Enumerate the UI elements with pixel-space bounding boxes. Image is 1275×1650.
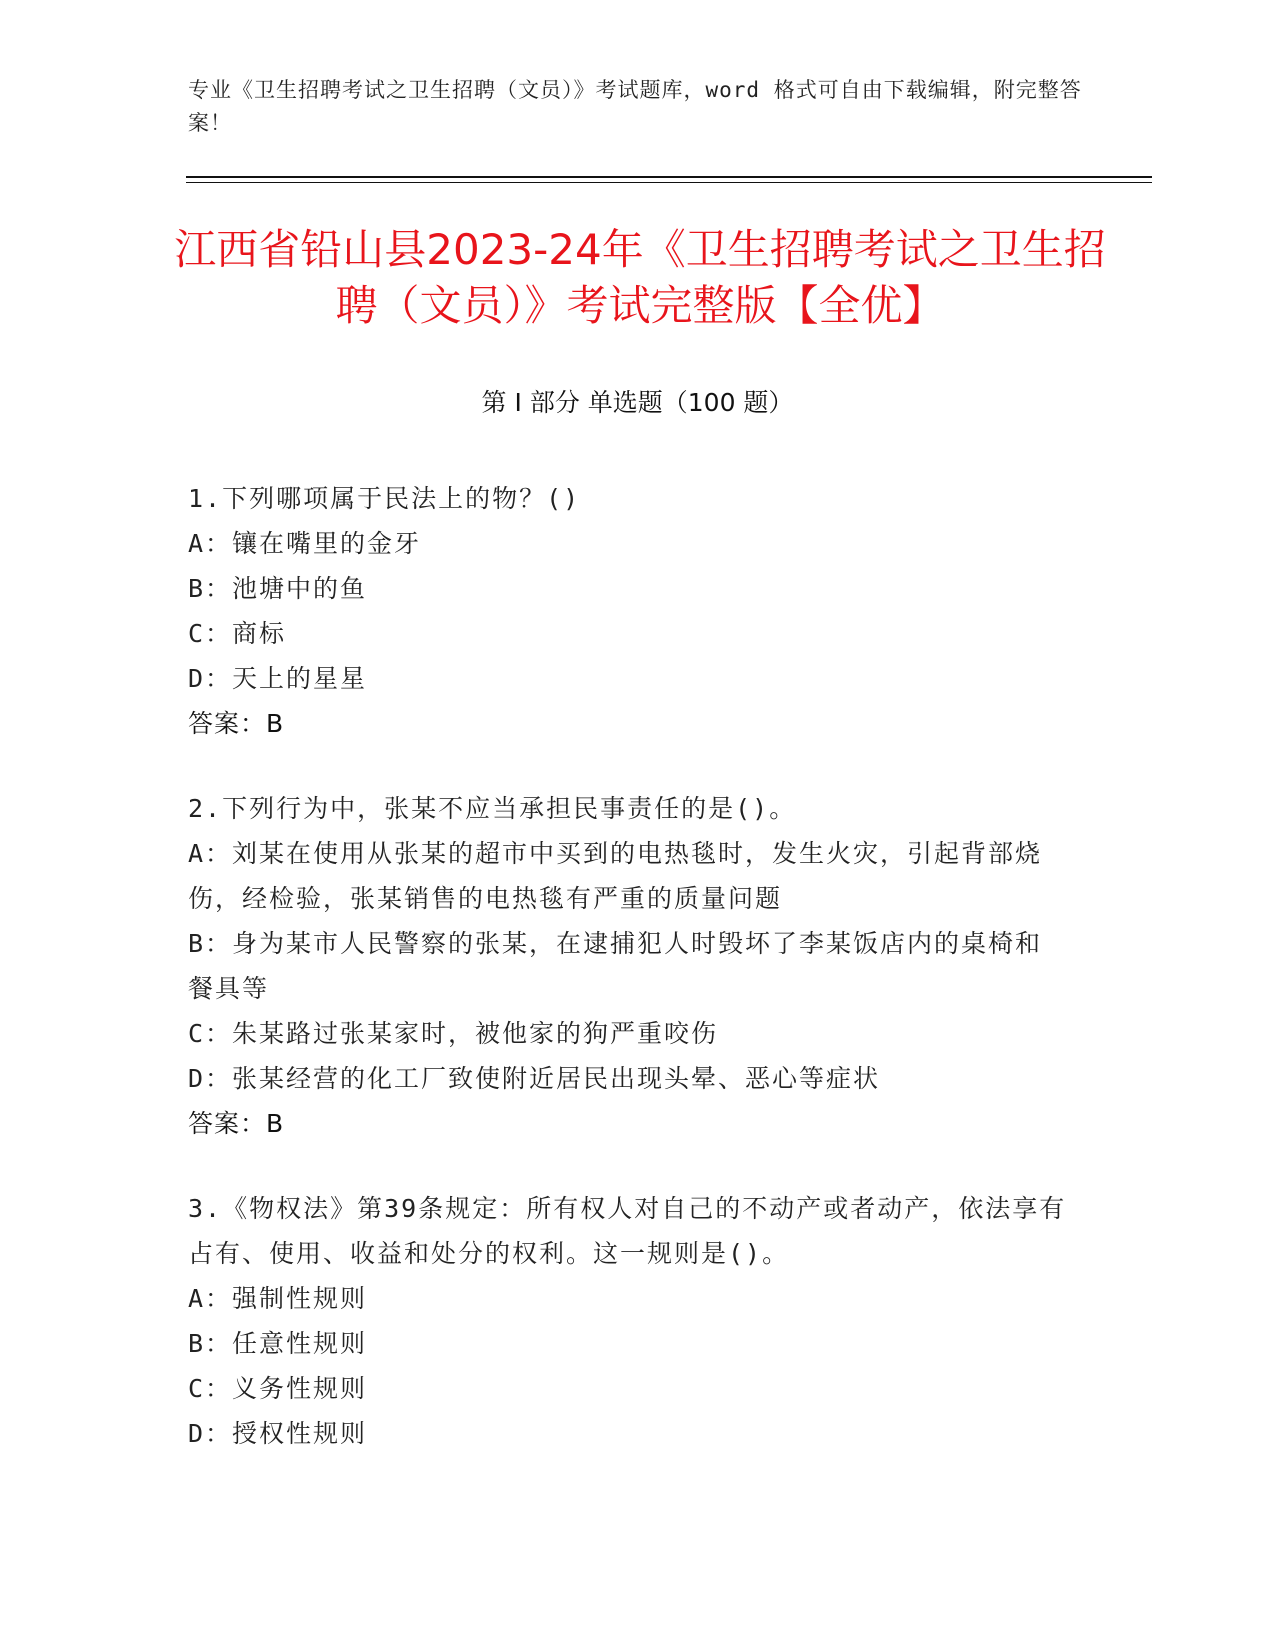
answer-label: 答案： xyxy=(188,709,267,738)
question-option: C：朱某路过张某家时，被他家的狗严重咬伤 xyxy=(188,1019,719,1048)
answer-label: 答案： xyxy=(188,1109,267,1138)
question-option: A：刘某在使用从张某的超市中买到的电热毯时，发生火灾，引起背部烧伤，经检验，张某销售的电热毯有严重的质量问题 xyxy=(188,839,1043,913)
answer-value: B xyxy=(266,709,285,738)
question-item xyxy=(188,1186,1068,1456)
question-option: B：身为某市人民警察的张某，在逮捕犯人时毁坏了李某饭店内的桌椅和餐具等 xyxy=(188,929,1043,1003)
question-option: D：授权性规则 xyxy=(188,1419,368,1448)
header-note: 专业《卫生招聘考试之卫生招聘（文员）》考试题库，word 格式可自由下载编辑，附完整答案！ xyxy=(188,78,1082,135)
question-list xyxy=(188,476,1068,1496)
question-stem: 2.下列行为中，张某不应当承担民事责任的是()。 xyxy=(188,794,797,823)
header-rule-thick xyxy=(186,176,1152,178)
question-option: B：任意性规则 xyxy=(188,1329,368,1358)
document-title: 江西省铅山县2023-24年《卫生招聘考试之卫生招聘（文员）》考试完整版【全优】 xyxy=(174,225,1106,330)
question-option: B：池塘中的鱼 xyxy=(188,574,368,603)
question-stem: 1.下列哪项属于民法上的物？() xyxy=(188,484,581,513)
question-answer xyxy=(188,1101,1068,1146)
section-heading: 第 I 部分 单选题（100 题） xyxy=(481,388,794,417)
header-rule-thin xyxy=(186,182,1152,183)
question-option: D：天上的星星 xyxy=(188,664,368,693)
answer-value: B xyxy=(266,1109,285,1138)
question-answer xyxy=(188,701,1068,746)
question-item xyxy=(188,476,1068,746)
question-item xyxy=(188,786,1068,1146)
question-option: A：镶在嘴里的金牙 xyxy=(188,529,422,558)
question-stem: 3.《物权法》第39条规定：所有权人对自己的不动产或者动产，依法享有占有、使用、收益和处分的权利。这一规则是()。 xyxy=(188,1194,1067,1268)
question-option: D：张某经营的化工厂致使附近居民出现头晕、恶心等症状 xyxy=(188,1064,881,1093)
question-option: C：商标 xyxy=(188,619,287,648)
question-option: A：强制性规则 xyxy=(188,1284,368,1313)
question-option: C：义务性规则 xyxy=(188,1374,368,1403)
